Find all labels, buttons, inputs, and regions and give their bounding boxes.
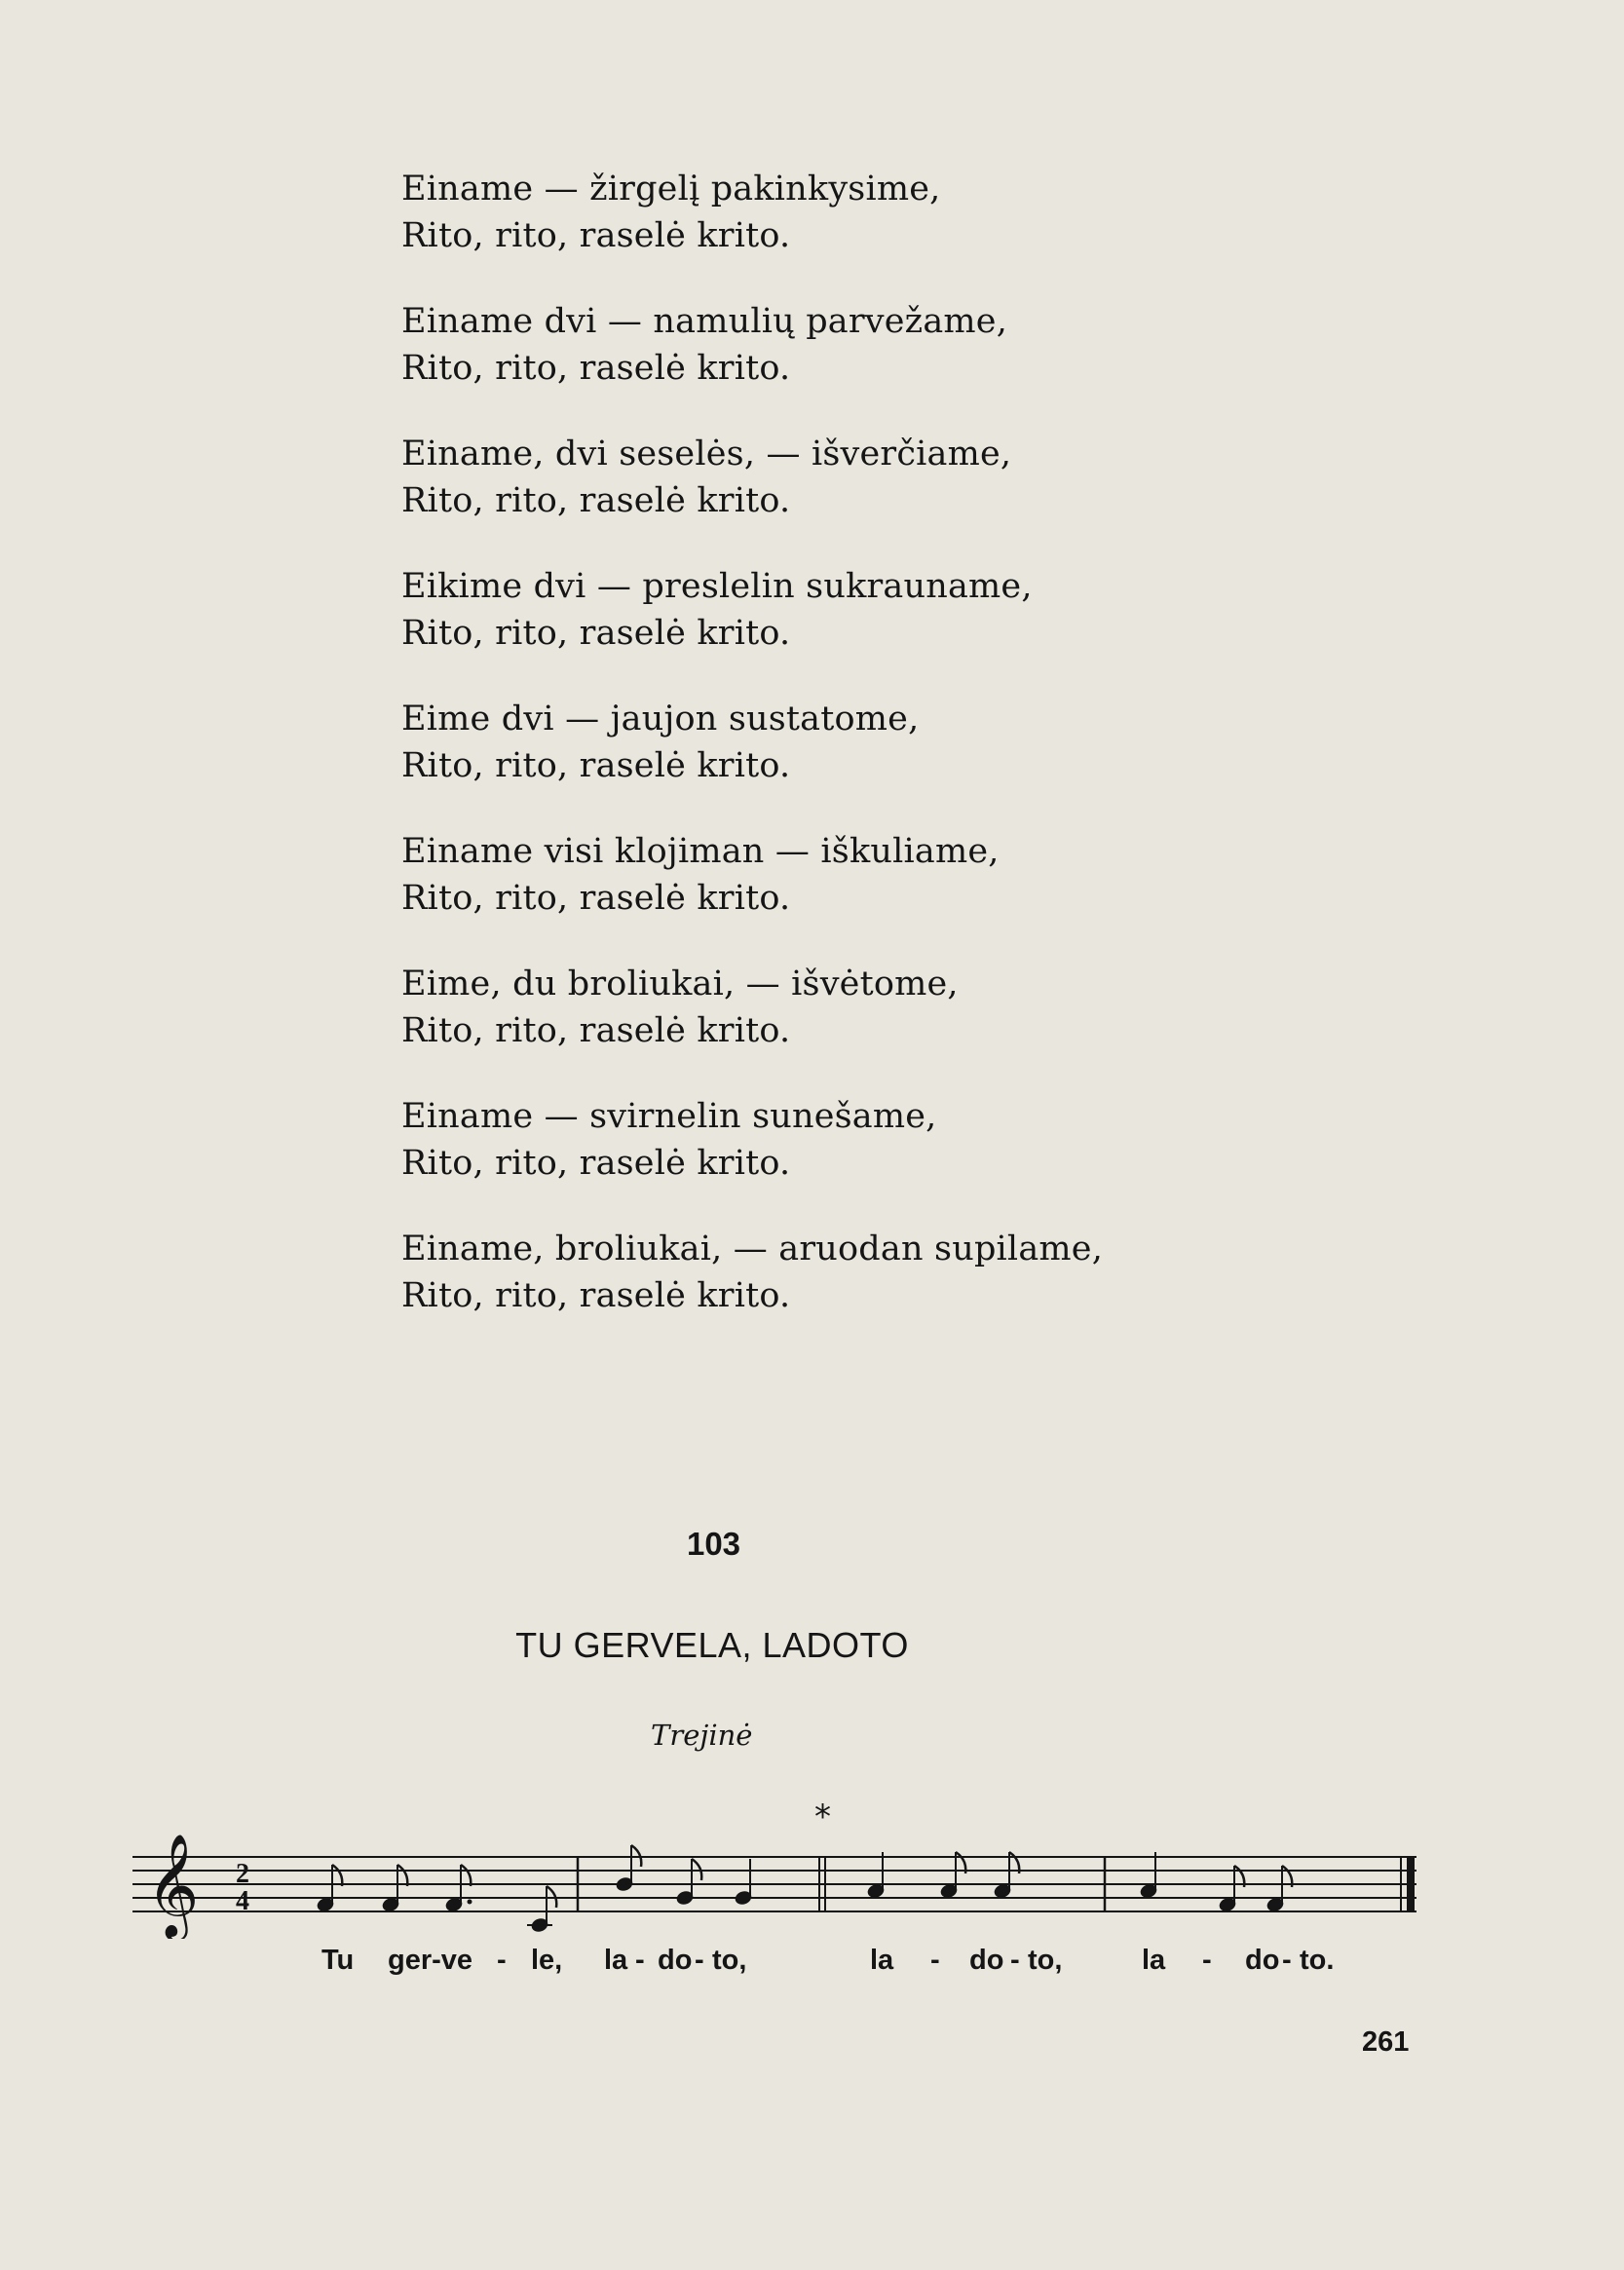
lyric-hyphen: - bbox=[1282, 1945, 1292, 1976]
lyric-hyphen: - bbox=[695, 1945, 704, 1976]
stanza-refrain: Rito, rito, raselė krito. bbox=[401, 1011, 791, 1050]
stanza-line: Einame, broliukai, — aruodan supilame, bbox=[401, 1230, 1104, 1268]
lyric-syllable: ger-ve bbox=[388, 1945, 473, 1976]
page-number: 261 bbox=[1362, 2026, 1410, 2058]
music-staff bbox=[132, 1793, 1418, 1939]
lyric-syllable: do bbox=[658, 1945, 693, 1976]
stanza-refrain: Rito, rito, raselė krito. bbox=[401, 746, 791, 785]
lyric-syllable: la bbox=[604, 1945, 628, 1976]
lyric-syllable: la bbox=[870, 1945, 894, 1976]
stanza bbox=[401, 298, 1278, 392]
song-number: 103 bbox=[686, 1526, 741, 1562]
stanza-line: Einame — žirgelį pakinkysime, bbox=[401, 170, 941, 208]
song-title: TU GERVELA, LADOTO bbox=[515, 1625, 909, 1665]
stanza-refrain: Rito, rito, raselė krito. bbox=[401, 1276, 791, 1315]
measure-1 bbox=[316, 1865, 556, 1933]
stanza-line: Eikime dvi — preslelin sukrauname, bbox=[401, 567, 1033, 606]
lyric-syllable: to, bbox=[1028, 1945, 1063, 1976]
stanza-refrain: Rito, rito, raselė krito. bbox=[401, 216, 791, 255]
stanza-line: Eime, du broliukai, — išvėtome, bbox=[401, 965, 959, 1003]
lyric-hyphen: - bbox=[1202, 1945, 1212, 1976]
poem-stanzas bbox=[401, 166, 1278, 1358]
stanza bbox=[401, 431, 1278, 524]
treble-clef-icon: 𝄞 bbox=[146, 1833, 200, 1937]
stanza bbox=[401, 828, 1278, 922]
time-signature-bottom: 4 bbox=[236, 1886, 249, 1916]
lyric-hyphen: - bbox=[497, 1945, 507, 1976]
lyric-syllable: to. bbox=[1300, 1945, 1335, 1976]
stanza bbox=[401, 1226, 1278, 1319]
stanza-refrain: Rito, rito, raselė krito. bbox=[401, 349, 791, 388]
stanza bbox=[401, 563, 1278, 657]
tempo-marking: Trejinė bbox=[651, 1719, 753, 1752]
stanza-line: Einame visi klojiman — iškuliame, bbox=[401, 832, 1000, 871]
lyric-hyphen: - bbox=[1010, 1945, 1020, 1976]
stanza bbox=[401, 696, 1278, 789]
stanza bbox=[401, 961, 1278, 1054]
stanza-refrain: Rito, rito, raselė krito. bbox=[401, 1144, 791, 1183]
stanza-line: Einame — svirnelin sunešame, bbox=[401, 1097, 937, 1136]
stanza-refrain: Rito, rito, raselė krito. bbox=[401, 481, 791, 520]
time-signature-top: 2 bbox=[236, 1859, 249, 1889]
lyric-hyphen: - bbox=[635, 1945, 645, 1976]
measure-3 bbox=[866, 1852, 1019, 1899]
stanza bbox=[401, 166, 1278, 259]
lyric-syllable: to, bbox=[712, 1945, 747, 1976]
measure-4 bbox=[1139, 1852, 1292, 1912]
stanza-line: Eime dvi — jaujon sustatome, bbox=[401, 700, 920, 738]
final-barline-thick bbox=[1407, 1857, 1415, 1911]
asterisk-mark: * bbox=[814, 1797, 831, 1836]
lyric-hyphen: - bbox=[930, 1945, 940, 1976]
lyric-syllable: le, bbox=[531, 1945, 563, 1976]
stanza-refrain: Rito, rito, raselė krito. bbox=[401, 879, 791, 918]
stanza-line: Einame dvi — namulių parvežame, bbox=[401, 302, 1008, 341]
lyric-syllable: la bbox=[1142, 1945, 1166, 1976]
lyric-syllable: Tu bbox=[321, 1945, 355, 1976]
lyric-syllable: do bbox=[969, 1945, 1004, 1976]
stanza-refrain: Rito, rito, raselė krito. bbox=[401, 614, 791, 653]
stanza-line: Einame, dvi seselės, — išverčiame, bbox=[401, 435, 1012, 473]
stanza bbox=[401, 1093, 1278, 1187]
lyric-syllable: do bbox=[1245, 1945, 1280, 1976]
